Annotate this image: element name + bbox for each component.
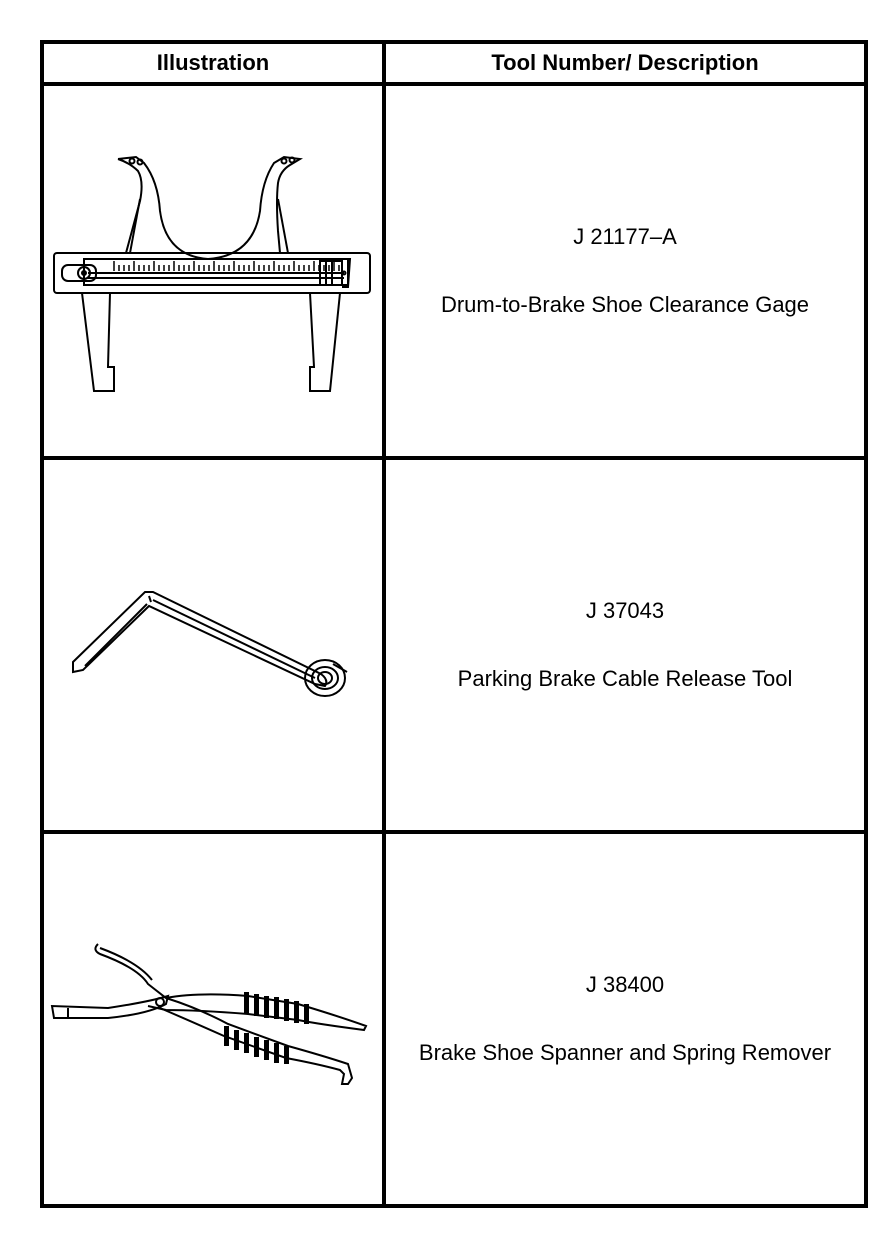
table-row	[42, 832, 866, 1206]
spanner-spring-remover-icon	[48, 934, 378, 1104]
header-row	[42, 42, 866, 84]
tool-name: Parking Brake Cable Release Tool	[457, 666, 793, 691]
illustration-cell	[42, 84, 384, 458]
header-illustration: Illustration	[42, 42, 384, 84]
description-cell	[384, 832, 866, 1206]
header-description: Tool Number/ Description	[384, 42, 866, 84]
tool-number: J 38400	[585, 972, 665, 997]
description-cell	[384, 84, 866, 458]
tool-number: J 21177–A	[573, 224, 677, 249]
clearance-gage-icon	[48, 141, 378, 401]
table-row	[42, 84, 866, 458]
tool-name: Drum-to-Brake Shoe Clearance Gage	[440, 292, 810, 317]
illustration-cell	[42, 458, 384, 832]
cable-release-tool-icon	[63, 580, 363, 710]
illustration-cell	[42, 832, 384, 1206]
description-cell	[384, 458, 866, 832]
tool-table	[40, 40, 868, 1208]
table-row	[42, 458, 866, 832]
tool-name: Brake Shoe Spanner and Spring Remover	[418, 1040, 832, 1065]
tool-number: J 37043	[585, 598, 665, 623]
